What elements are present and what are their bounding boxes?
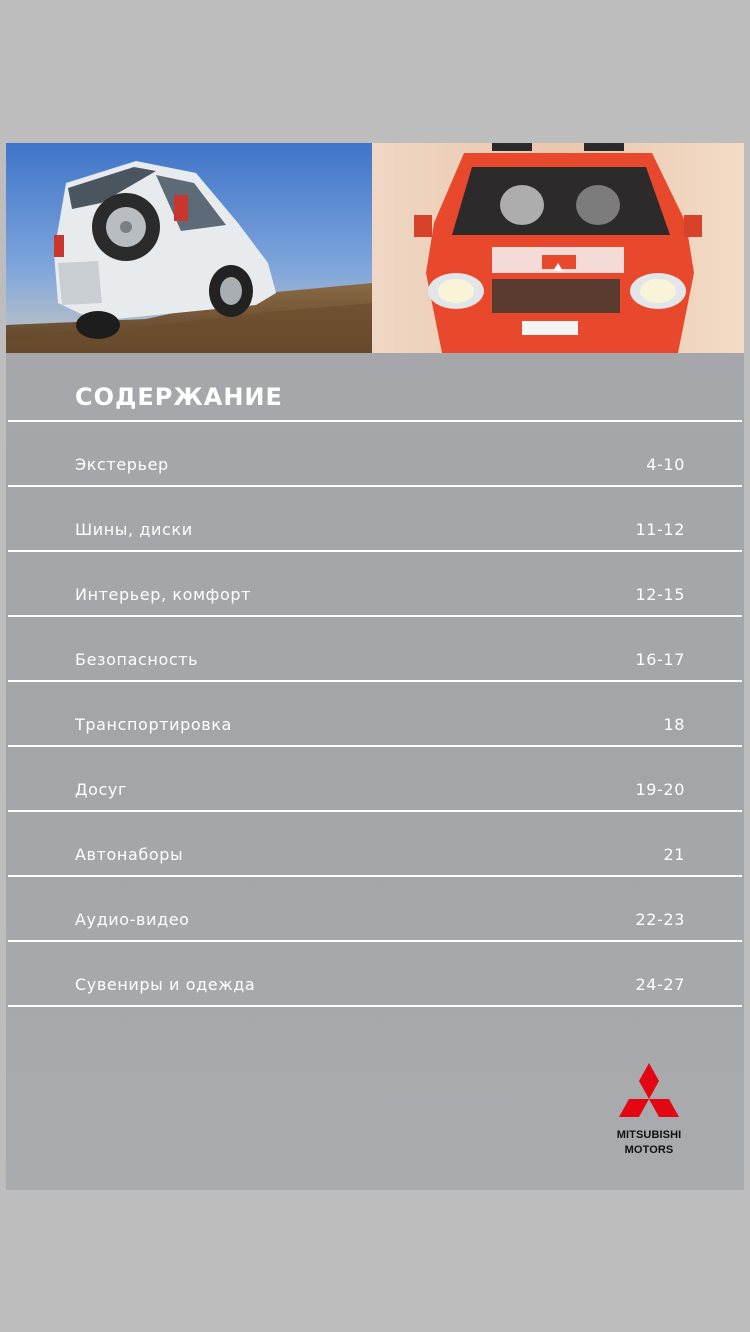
toc-item-label: Экстерьер: [75, 455, 169, 474]
three-diamonds-icon: [613, 1063, 685, 1127]
toc-item-label: Сувениры и одежда: [75, 975, 256, 994]
toc-title: СОДЕРЖАНИЕ: [75, 383, 283, 411]
toc-item-pages: 4-10: [646, 455, 685, 474]
toc-item-pages: 16-17: [635, 650, 685, 669]
toc-item-pages: 19-20: [635, 780, 685, 799]
logo-line2: MOTORS: [624, 1144, 674, 1156]
toc-row-transport[interactable]: [8, 682, 742, 747]
toc-item-pages: 12-15: [635, 585, 685, 604]
toc-row-safety[interactable]: [8, 617, 742, 682]
toc-row-tires-wheels[interactable]: [8, 487, 742, 552]
toc-item-label: Шины, диски: [75, 520, 193, 539]
toc-item-label: Интерьер, комфорт: [75, 585, 252, 604]
header-photos: [6, 143, 744, 353]
photo-red-rally-suv: [372, 143, 744, 353]
toc-item-pages: 22-23: [635, 910, 685, 929]
toc-item-pages: 11-12: [635, 520, 685, 539]
logo-line1: MITSUBISHI: [616, 1129, 682, 1141]
catalog-page: [6, 143, 744, 1190]
mitsubishi-motors-logo: [612, 1063, 686, 1163]
toc-row-leisure[interactable]: [8, 747, 742, 812]
toc-item-label: Автонаборы: [75, 845, 184, 864]
toc-row-interior-comfort[interactable]: [8, 552, 742, 617]
photo-white-suv: [6, 143, 372, 353]
toc-row-car-kits[interactable]: [8, 812, 742, 877]
toc-item-pages: 18: [663, 715, 685, 734]
toc-item-label: Досуг: [75, 780, 127, 799]
toc-row-exterior[interactable]: [8, 422, 742, 487]
toc-item-label: Безопасность: [75, 650, 199, 669]
toc-row-audio-video[interactable]: [8, 877, 742, 942]
toc-list: [6, 422, 744, 1007]
toc-item-label: Аудио-видео: [75, 910, 190, 929]
toc-item-pages: 21: [663, 845, 685, 864]
toc-item-pages: 24-27: [635, 975, 685, 994]
toc-row-souvenirs-clothing[interactable]: [8, 942, 742, 1007]
toc-item-label: Транспортировка: [75, 715, 232, 734]
